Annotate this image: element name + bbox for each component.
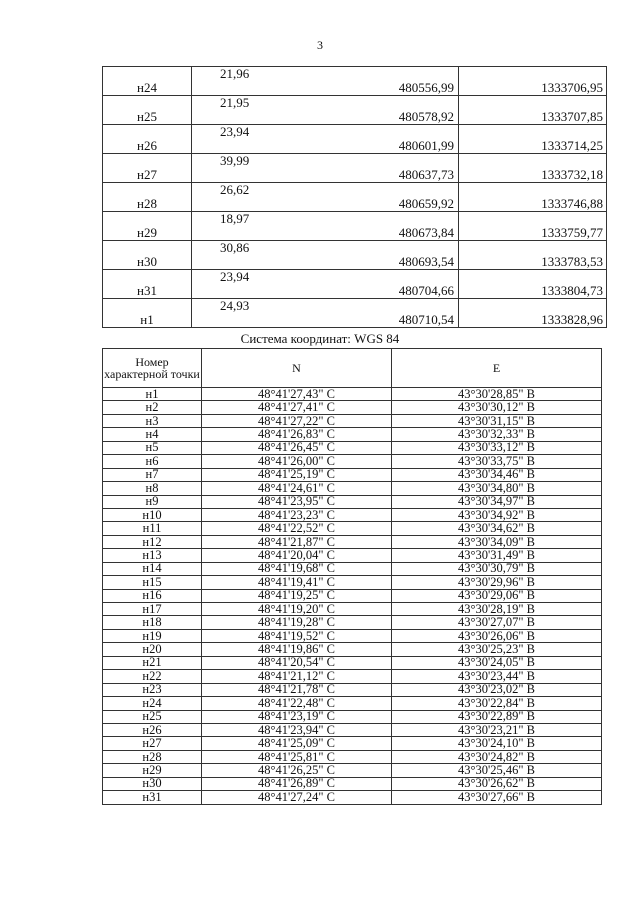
empty-cell bbox=[103, 299, 192, 314]
x-value: 480578,92 bbox=[398, 109, 454, 124]
point-cell: н24 bbox=[103, 81, 192, 96]
table-row bbox=[103, 197, 607, 212]
table-row bbox=[103, 401, 602, 414]
distance-value: 26,62 bbox=[220, 182, 250, 197]
e-cell: 43°30'31,15" В bbox=[392, 414, 602, 427]
e-cell: 43°30'34,80" В bbox=[392, 482, 602, 495]
point-cell: н29 bbox=[103, 226, 192, 241]
n-cell: 48°41'26,45" С bbox=[202, 441, 392, 454]
table-row bbox=[103, 777, 602, 790]
e-cell: 43°30'24,82" В bbox=[392, 750, 602, 763]
e-cell: 43°30'23,21" В bbox=[392, 723, 602, 736]
n-cell: 48°41'19,52" С bbox=[202, 629, 392, 642]
table-header-row bbox=[103, 349, 602, 388]
e-cell: 43°30'34,92" В bbox=[392, 508, 602, 521]
e-cell: 43°30'24,05" В bbox=[392, 656, 602, 669]
x-value: 480710,54 bbox=[398, 312, 454, 327]
table-row bbox=[103, 603, 602, 616]
point-cell: н19 bbox=[103, 629, 202, 642]
table-row bbox=[103, 313, 607, 328]
table-row bbox=[103, 468, 602, 481]
distance-value: 23,94 bbox=[220, 124, 250, 139]
n-cell: 48°41'26,83" С bbox=[202, 428, 392, 441]
distance-row bbox=[103, 299, 607, 314]
distance-cell bbox=[192, 154, 459, 169]
y-cell: 1333732,18 bbox=[459, 168, 607, 183]
n-cell: 48°41'19,20" С bbox=[202, 603, 392, 616]
n-cell: 48°41'19,28" С bbox=[202, 616, 392, 629]
point-cell: н31 bbox=[103, 791, 202, 804]
e-cell: 43°30'29,96" В bbox=[392, 576, 602, 589]
n-cell: 48°41'22,48" С bbox=[202, 697, 392, 710]
point-cell: н27 bbox=[103, 168, 192, 183]
n-cell: 48°41'21,78" С bbox=[202, 683, 392, 696]
table-row bbox=[103, 482, 602, 495]
point-cell: н1 bbox=[103, 388, 202, 401]
point-cell: н1 bbox=[103, 313, 192, 328]
empty-cell bbox=[459, 67, 607, 82]
n-cell: 48°41'23,95" С bbox=[202, 495, 392, 508]
e-cell: 43°30'26,06" В bbox=[392, 629, 602, 642]
distance-value: 18,97 bbox=[220, 211, 250, 226]
x-cell bbox=[192, 255, 459, 270]
empty-cell bbox=[459, 125, 607, 140]
n-cell: 48°41'21,87" С bbox=[202, 535, 392, 548]
e-cell: 43°30'25,46" В bbox=[392, 764, 602, 777]
x-cell bbox=[192, 226, 459, 241]
table-row bbox=[103, 139, 607, 154]
point-cell: н13 bbox=[103, 549, 202, 562]
n-cell: 48°41'19,68" С bbox=[202, 562, 392, 575]
e-cell: 43°30'29,06" В bbox=[392, 589, 602, 602]
distance-cell bbox=[192, 183, 459, 198]
n-cell: 48°41'19,41" С bbox=[202, 576, 392, 589]
e-cell: 43°30'28,19" В bbox=[392, 603, 602, 616]
point-cell: н14 bbox=[103, 562, 202, 575]
distance-cell bbox=[192, 270, 459, 285]
distance-row bbox=[103, 241, 607, 256]
table-row bbox=[103, 226, 607, 241]
n-cell: 48°41'26,25" С bbox=[202, 764, 392, 777]
empty-cell bbox=[459, 299, 607, 314]
table-row bbox=[103, 697, 602, 710]
point-cell: н10 bbox=[103, 508, 202, 521]
e-cell: 43°30'26,62" В bbox=[392, 777, 602, 790]
n-cell: 48°41'23,19" С bbox=[202, 710, 392, 723]
table-row bbox=[103, 522, 602, 535]
distance-value: 21,95 bbox=[220, 95, 250, 110]
point-cell: н20 bbox=[103, 643, 202, 656]
table-row bbox=[103, 110, 607, 125]
y-cell: 1333707,85 bbox=[459, 110, 607, 125]
point-cell: н26 bbox=[103, 139, 192, 154]
point-cell: н2 bbox=[103, 401, 202, 414]
table-row bbox=[103, 589, 602, 602]
point-cell: н27 bbox=[103, 737, 202, 750]
empty-cell bbox=[459, 270, 607, 285]
header-e: E bbox=[392, 349, 602, 388]
x-cell bbox=[192, 284, 459, 299]
point-cell: н18 bbox=[103, 616, 202, 629]
point-cell: н31 bbox=[103, 284, 192, 299]
e-cell: 43°30'32,33" В bbox=[392, 428, 602, 441]
table-row bbox=[103, 508, 602, 521]
table-row bbox=[103, 643, 602, 656]
empty-cell bbox=[459, 212, 607, 227]
table-row bbox=[103, 764, 602, 777]
point-cell: н8 bbox=[103, 482, 202, 495]
y-cell: 1333706,95 bbox=[459, 81, 607, 96]
x-value: 480556,99 bbox=[398, 80, 454, 95]
empty-cell bbox=[459, 96, 607, 111]
point-cell: н9 bbox=[103, 495, 202, 508]
e-cell: 43°30'22,89" В bbox=[392, 710, 602, 723]
table-row bbox=[103, 629, 602, 642]
e-cell: 43°30'23,02" В bbox=[392, 683, 602, 696]
distance-value: 23,94 bbox=[220, 269, 250, 284]
distance-value: 30,86 bbox=[220, 240, 250, 255]
empty-cell bbox=[103, 183, 192, 198]
table-row bbox=[103, 284, 607, 299]
page-number: 3 bbox=[317, 38, 323, 52]
table-row bbox=[103, 723, 602, 736]
header-n: N bbox=[202, 349, 392, 388]
x-cell bbox=[192, 313, 459, 328]
point-cell: н3 bbox=[103, 414, 202, 427]
point-cell: н12 bbox=[103, 535, 202, 548]
e-cell: 43°30'30,12" В bbox=[392, 401, 602, 414]
empty-cell bbox=[459, 154, 607, 169]
table-row bbox=[103, 388, 602, 401]
point-cell: н4 bbox=[103, 428, 202, 441]
n-cell: 48°41'19,86" С bbox=[202, 643, 392, 656]
distance-row bbox=[103, 270, 607, 285]
table-row bbox=[103, 255, 607, 270]
empty-cell bbox=[103, 154, 192, 169]
x-value: 480659,92 bbox=[398, 196, 454, 211]
table-row bbox=[103, 576, 602, 589]
x-cell bbox=[192, 139, 459, 154]
empty-cell bbox=[103, 96, 192, 111]
point-cell: н24 bbox=[103, 697, 202, 710]
table-row bbox=[103, 683, 602, 696]
distance-value: 39,99 bbox=[220, 153, 250, 168]
n-cell: 48°41'27,22" С bbox=[202, 414, 392, 427]
n-cell: 48°41'22,52" С bbox=[202, 522, 392, 535]
distance-row bbox=[103, 67, 607, 82]
distance-row bbox=[103, 96, 607, 111]
empty-cell bbox=[103, 212, 192, 227]
table-row bbox=[103, 791, 602, 804]
point-cell: н26 bbox=[103, 723, 202, 736]
distance-cell bbox=[192, 125, 459, 140]
distance-cell bbox=[192, 212, 459, 227]
n-cell: 48°41'20,04" С bbox=[202, 549, 392, 562]
empty-cell bbox=[103, 241, 192, 256]
point-cell: н22 bbox=[103, 670, 202, 683]
n-cell: 48°41'20,54" С bbox=[202, 656, 392, 669]
x-value: 480693,54 bbox=[398, 254, 454, 269]
distance-cell bbox=[192, 96, 459, 111]
e-cell: 43°30'27,66" В bbox=[392, 791, 602, 804]
point-cell: н7 bbox=[103, 468, 202, 481]
table-row bbox=[103, 656, 602, 669]
empty-cell bbox=[103, 125, 192, 140]
n-cell: 48°41'27,41" С bbox=[202, 401, 392, 414]
point-cell: н21 bbox=[103, 656, 202, 669]
empty-cell bbox=[459, 241, 607, 256]
e-cell: 43°30'31,49" В bbox=[392, 549, 602, 562]
x-cell bbox=[192, 81, 459, 96]
n-cell: 48°41'25,09" С bbox=[202, 737, 392, 750]
e-cell: 43°30'33,75" В bbox=[392, 455, 602, 468]
n-cell: 48°41'25,81" С bbox=[202, 750, 392, 763]
table-row bbox=[103, 428, 602, 441]
x-value: 480601,99 bbox=[398, 138, 454, 153]
point-cell: н25 bbox=[103, 110, 192, 125]
x-cell bbox=[192, 168, 459, 183]
e-cell: 43°30'34,09" В bbox=[392, 535, 602, 548]
point-cell: н25 bbox=[103, 710, 202, 723]
table-row bbox=[103, 710, 602, 723]
coordinates-table-wgs84 bbox=[102, 348, 602, 805]
y-cell: 1333828,96 bbox=[459, 313, 607, 328]
empty-cell bbox=[103, 67, 192, 82]
wgs84-title: Система координат: WGS 84 bbox=[240, 331, 400, 346]
n-cell: 48°41'25,19" С bbox=[202, 468, 392, 481]
n-cell: 48°41'19,25" С bbox=[202, 589, 392, 602]
y-cell: 1333746,88 bbox=[459, 197, 607, 212]
e-cell: 43°30'33,12" В bbox=[392, 441, 602, 454]
point-cell: н11 bbox=[103, 522, 202, 535]
point-cell: н28 bbox=[103, 197, 192, 212]
header-point-number: Номер характерной точки bbox=[103, 349, 202, 388]
point-cell: н23 bbox=[103, 683, 202, 696]
n-cell: 48°41'26,00" С bbox=[202, 455, 392, 468]
table-row bbox=[103, 414, 602, 427]
table-row bbox=[103, 549, 602, 562]
table-row bbox=[103, 737, 602, 750]
point-cell: н6 bbox=[103, 455, 202, 468]
table-row bbox=[103, 562, 602, 575]
n-cell: 48°41'23,94" С bbox=[202, 723, 392, 736]
table-row bbox=[103, 81, 607, 96]
distance-row bbox=[103, 125, 607, 140]
e-cell: 43°30'24,10" В bbox=[392, 737, 602, 750]
y-cell: 1333759,77 bbox=[459, 226, 607, 241]
distance-row bbox=[103, 154, 607, 169]
distance-cell bbox=[192, 67, 459, 82]
table-row bbox=[103, 616, 602, 629]
e-cell: 43°30'34,97" В bbox=[392, 495, 602, 508]
y-cell: 1333783,53 bbox=[459, 255, 607, 270]
e-cell: 43°30'23,44" В bbox=[392, 670, 602, 683]
empty-cell bbox=[103, 270, 192, 285]
n-cell: 48°41'27,24" С bbox=[202, 791, 392, 804]
n-cell: 48°41'26,89" С bbox=[202, 777, 392, 790]
coordinates-table-msk bbox=[102, 66, 607, 328]
distance-row bbox=[103, 212, 607, 227]
y-cell: 1333804,73 bbox=[459, 284, 607, 299]
table-row bbox=[103, 455, 602, 468]
x-value: 480637,73 bbox=[398, 167, 454, 182]
e-cell: 43°30'25,23" В bbox=[392, 643, 602, 656]
y-cell: 1333714,25 bbox=[459, 139, 607, 154]
point-cell: н30 bbox=[103, 255, 192, 270]
point-cell: н30 bbox=[103, 777, 202, 790]
distance-value: 21,96 bbox=[220, 66, 250, 81]
distance-row bbox=[103, 183, 607, 198]
table-row bbox=[103, 495, 602, 508]
point-cell: н16 bbox=[103, 589, 202, 602]
distance-cell bbox=[192, 241, 459, 256]
x-value: 480673,84 bbox=[398, 225, 454, 240]
n-cell: 48°41'27,43" С bbox=[202, 388, 392, 401]
x-cell bbox=[192, 110, 459, 125]
table-row bbox=[103, 670, 602, 683]
e-cell: 43°30'27,07" В bbox=[392, 616, 602, 629]
point-cell: н28 bbox=[103, 750, 202, 763]
empty-cell bbox=[459, 183, 607, 198]
distance-value: 24,93 bbox=[220, 298, 250, 313]
table-row bbox=[103, 750, 602, 763]
n-cell: 48°41'23,23" С bbox=[202, 508, 392, 521]
e-cell: 43°30'28,85" В bbox=[392, 388, 602, 401]
e-cell: 43°30'22,84" В bbox=[392, 697, 602, 710]
e-cell: 43°30'34,46" В bbox=[392, 468, 602, 481]
e-cell: 43°30'30,79" В bbox=[392, 562, 602, 575]
point-cell: н17 bbox=[103, 603, 202, 616]
point-cell: н15 bbox=[103, 576, 202, 589]
point-cell: н5 bbox=[103, 441, 202, 454]
table-row bbox=[103, 168, 607, 183]
x-value: 480704,66 bbox=[398, 283, 454, 298]
n-cell: 48°41'21,12" С bbox=[202, 670, 392, 683]
distance-cell bbox=[192, 299, 459, 314]
table-row bbox=[103, 441, 602, 454]
n-cell: 48°41'24,61" С bbox=[202, 482, 392, 495]
table-row bbox=[103, 535, 602, 548]
x-cell bbox=[192, 197, 459, 212]
e-cell: 43°30'34,62" В bbox=[392, 522, 602, 535]
point-cell: н29 bbox=[103, 764, 202, 777]
